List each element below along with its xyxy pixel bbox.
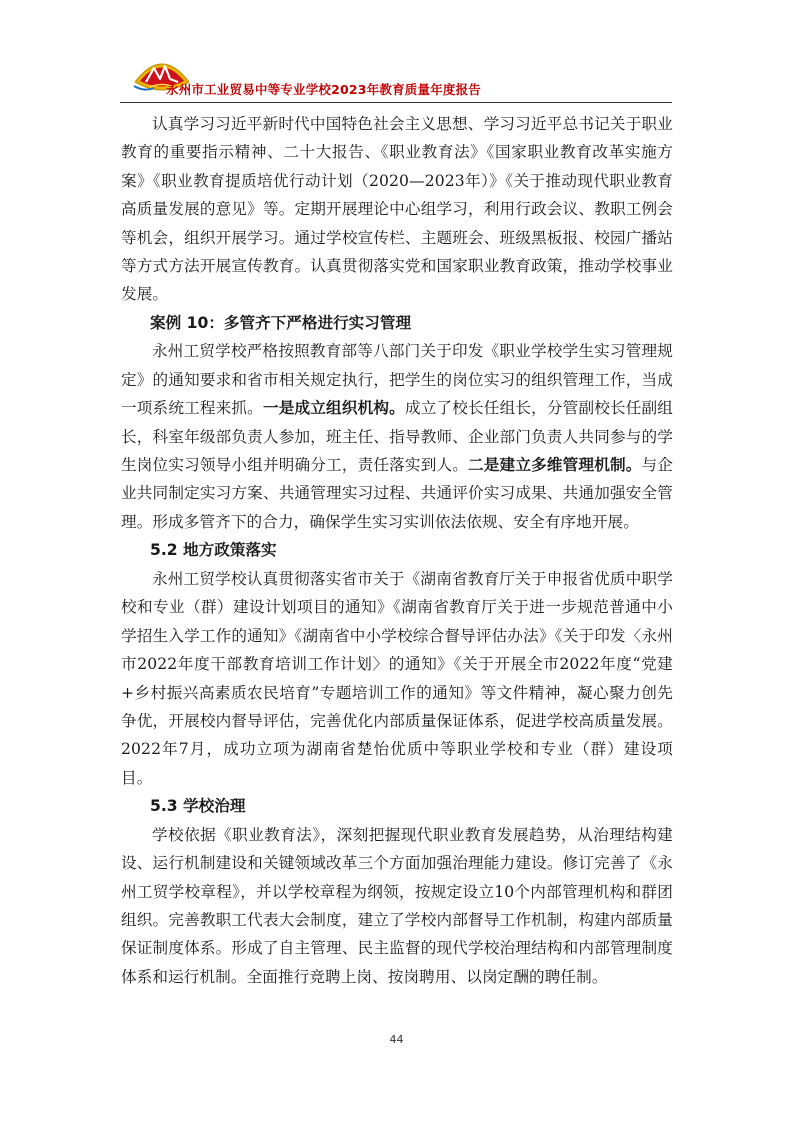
body-paragraph: 认真学习习近平新时代中国特色社会主义思想、学习习近平总书记关于职业教育的重要指示精神、二十大报告、《职业教育法》《国家职业教育改革实施方案》《职业教育提质培优行动计划（2020—2023年）》《关于推动现代职业教育高质量发展的意见》等。定期开展理论中心组学习，利用行政会议、教职工例会等机会，组织开展学习。通过学校宣传栏、主题班会、班级黑板报、校园广播站等方式方法开展宣传教育。认真贯彻落实党和国家职业教育政策，推动学校事业发展。: [121, 115, 673, 304]
report-header-title: 永州市工业贸易中等专业学校2023年教育质量年度报告: [166, 82, 481, 97]
paragraph-text: 成立了校长任组长，分管副校长任副组长，科室年级部负责人参加，班主任、指导教师、企业部门负责人共同参与的学生岗位实习领导小组并明确分工，责任落实到人。: [121, 399, 674, 475]
paragraph-text: 永州工贸学校严格按照教育部等八部门关于印发《职业学校学生实习管理规定》的通知要求和省市相关规定执行，把学生的岗位实习的组织管理工作，当成一项系统工程来抓。: [121, 342, 673, 418]
emphasis-text: 二是建立多维管理机制。: [468, 456, 642, 475]
emphasis-text: 一是成立组织机构。: [262, 399, 405, 418]
body-paragraph: 学校依据《职业教育法》，深刻把握现代职业教育发展趋势，从治理结构建设、运行机制建设和关键领域改革三个方面加强治理能力建设。修订完善了《永州工贸学校章程》，并以学校章程为纲领，按规定设立10个内部管理机构和群团组织。完善教职工代表大会制度，建立了学校内部督导工作机制，构建内部质量保证制度体系。形成了自主管理、民主监督的现代学校治理结构和内部管理制度体系和运行机制。全面推行竞聘上岗、按岗聘用、以岗定酬的聘任制。: [121, 825, 673, 986]
header-divider: [120, 102, 672, 103]
page-header: [120, 52, 680, 104]
body-paragraph: [121, 337, 673, 536]
section-heading: 5.2 地方政策落实: [150, 541, 277, 560]
paragraph-text: 与企业共同制定实习方案、共通管理实习过程、共通评价实习成果、共通加强安全管理。形成多管齐下的合力，确保学生实习实训依法依规、安全有序地开展。: [121, 456, 673, 531]
section-heading: 案例 10：多管齐下严格进行实习管理: [150, 313, 412, 332]
page-body: [121, 110, 673, 991]
body-paragraph: 永州工贸学校认真贯彻落实省市关于《湖南省教育厅关于申报省优质中职学校和专业（群）建设计划项目的通知》《湖南省教育厅关于进一步规范普通中小学招生入学工作的通知》《湖南省中小学校综合督导评估办法》《关于印发〈永州市2022年度干部教育培训工作计划〉的通知》《关于开展全市2022年度“党建+乡村振兴高素质农民培育”专题培训工作的通知》等文件精神，凝心聚力创先争优，开展校内督导评估，完善优化内部质量保证体系，促进学校高质量发展。2022年7月，成功立项为湖南省楚怡优质中等职业学校和专业（群）建设项目。: [121, 569, 673, 787]
page-number: 44: [389, 1033, 404, 1046]
section-heading: 5.3 学校治理: [150, 797, 246, 816]
